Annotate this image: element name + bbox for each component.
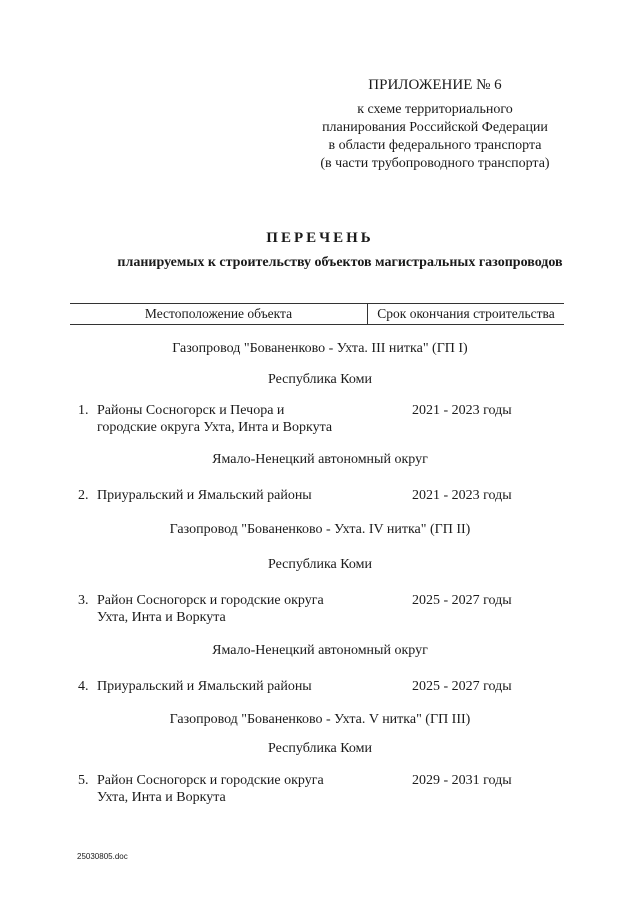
appendix-block bbox=[300, 76, 570, 173]
item-location-line: Приуральский и Ямальский районы bbox=[97, 679, 312, 694]
item-location bbox=[97, 772, 407, 806]
item-location bbox=[97, 402, 407, 436]
item-location bbox=[97, 678, 407, 695]
item-period: 2025 - 2027 годы bbox=[412, 593, 512, 608]
pipeline-heading: Газопровод "Бованенково - Ухта. V нитка" (ГП III) bbox=[169, 712, 471, 727]
item-location-line: Район Сосногорск и городские округа bbox=[97, 773, 324, 788]
item-number: 4. bbox=[78, 679, 89, 694]
item-period: 2021 - 2023 годы bbox=[412, 403, 512, 418]
document-subtitle: планируемых к строительству объектов магистральных газопроводов bbox=[117, 255, 563, 270]
region-heading: Республика Коми bbox=[268, 741, 372, 756]
column-header-location: Местоположение объекта bbox=[144, 306, 293, 321]
item-location-line: Район Сосногорск и городские округа bbox=[97, 593, 324, 608]
appendix-heading: ПРИЛОЖЕНИЕ № 6 bbox=[368, 77, 502, 93]
item-location-line: Приуральский и Ямальский районы bbox=[97, 488, 312, 503]
item-location-line: Ухта, Инта и Воркута bbox=[97, 610, 226, 625]
pipeline-heading: Газопровод "Бованенково - Ухта. III нитка" (ГП I) bbox=[172, 341, 468, 356]
item-number: 2. bbox=[78, 488, 89, 503]
item-location-line: Районы Сосногорск и Печора и bbox=[97, 403, 285, 418]
appendix-line: в области федерального транспорта bbox=[328, 138, 542, 153]
item-location bbox=[97, 487, 407, 504]
item-location bbox=[97, 592, 407, 626]
item-period: 2025 - 2027 годы bbox=[412, 679, 512, 694]
column-header-deadline: Срок окончания строительства bbox=[377, 306, 555, 321]
item-period: 2021 - 2023 годы bbox=[412, 488, 512, 503]
item-period: 2029 - 2031 годы bbox=[412, 773, 512, 788]
item-location-line: городские округа Ухта, Инта и Воркута bbox=[97, 420, 333, 435]
appendix-line: (в части трубопроводного транспорта) bbox=[320, 156, 550, 171]
pipeline-heading: Газопровод "Бованенково - Ухта. IV нитка" (ГП II) bbox=[169, 522, 471, 537]
item-number: 3. bbox=[78, 593, 89, 608]
item-number: 5. bbox=[78, 773, 89, 788]
region-heading: Ямало-Ненецкий автономный округ bbox=[212, 452, 428, 467]
appendix-line: планирования Российской Федерации bbox=[322, 120, 548, 135]
appendix-line: к схеме территориального bbox=[357, 102, 513, 117]
table-header bbox=[70, 303, 564, 325]
document-title: ПЕРЕЧЕНЬ bbox=[266, 230, 374, 246]
footer-filename: 25030805.doc bbox=[77, 852, 128, 861]
region-heading: Ямало-Ненецкий автономный округ bbox=[212, 643, 428, 658]
region-heading: Республика Коми bbox=[268, 372, 372, 387]
region-heading: Республика Коми bbox=[268, 557, 372, 572]
item-number: 1. bbox=[78, 403, 89, 418]
item-location-line: Ухта, Инта и Воркута bbox=[97, 790, 226, 805]
